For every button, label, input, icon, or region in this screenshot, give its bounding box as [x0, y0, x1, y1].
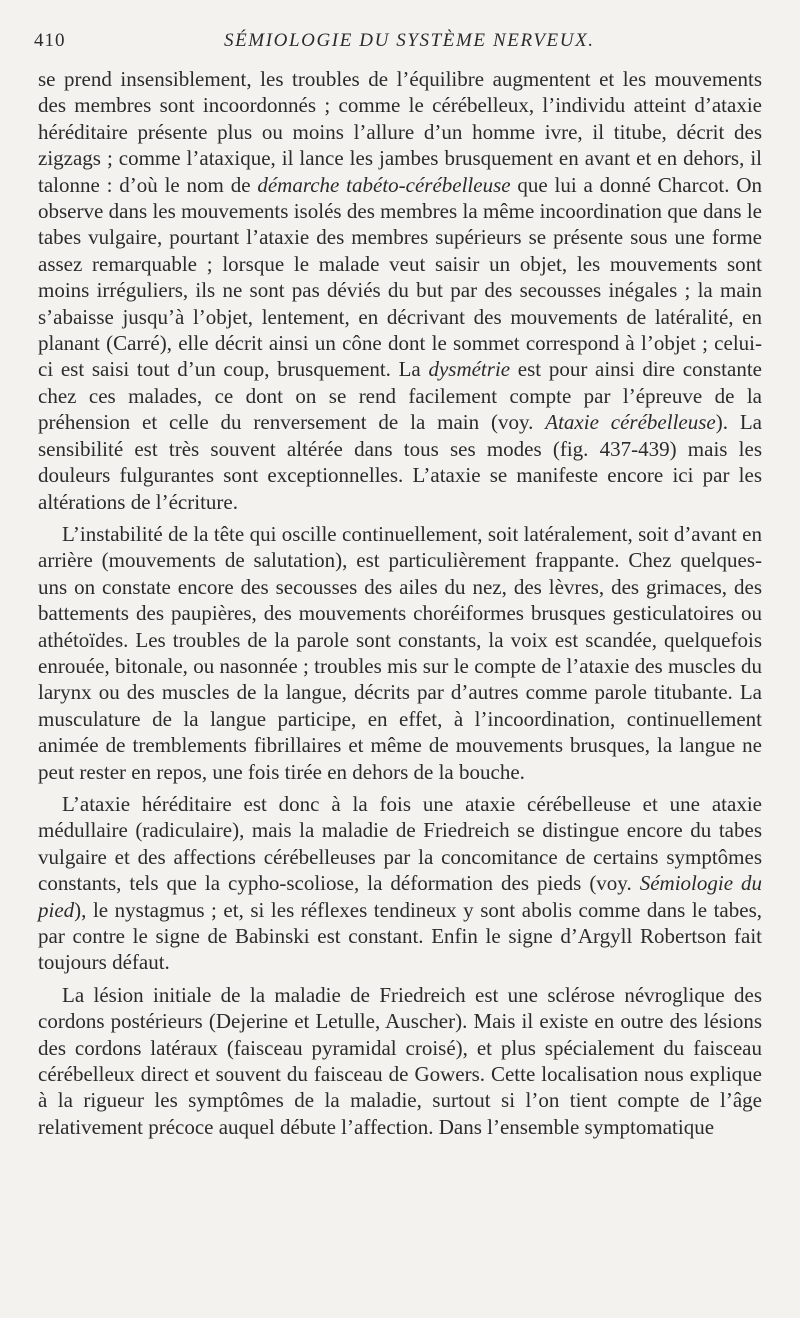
paragraph-4: La lésion initiale de la maladie de Friedreich est une sclérose névroglique des cordons postérieurs (Dejerine et Letulle, Auscher). Mais il existe en outre des lésions des cordons latéraux (faisceau pyramidal croisé), et plus spécialement du faisceau cérébelleux direct et souvent du faisceau de Gowers. Cette localisation nous explique à la rigueur les symptômes de la maladie, surtout si l’on tient compte de l’âge relativement précoce auquel débute l’affection. Dans l’ensemble symptomatique [38, 982, 762, 1139]
italic-term-dysmetrie: dysmétrie [428, 357, 511, 382]
paragraph-1-text-b: que lui a donné Charcot. On observe dans les mouvements isolés des membres la même incoordination que dans le tabes vulgaire, pourtant l’ataxie des membres supérieurs se présente sous une forme assez remarquable ; lorsque le malade veut saisir un objet, les mouvements sont moins irréguliers, ils ne sont pas déviés du but par des secousses inégales ; la main s’abaisse jusqu’à l’objet, lentement, en décrivant des mouvements de latéralité, en planant (Carré), elle décrit ainsi un cône dont le sommet correspond à l’objet ; celui-ci est saisi tout d’un coup, brusquement. La [38, 172, 762, 382]
page-number: 410 [34, 30, 66, 51]
paragraph-1-text-c: est pour ainsi dire constante chez ces malades, ce dont on se rend facilement compte par l’épreuve de la préhension et celle du renversement de la main (voy. [38, 357, 762, 435]
italic-term-semiologie-du-pied: Sémiologie du pied [38, 871, 763, 922]
paragraph-3 [38, 791, 762, 976]
paragraph-1-text-d: ). La sensibilité est très souvent altérée dans tous ses modes (fig. 437-439) mais les douleurs fulgurantes sont exceptionnelles. L’ataxie se manifeste encore ici par les altérations de l’écriture. [38, 410, 762, 514]
paragraph-2: L’instabilité de la tête qui oscille continuellement, soit latéralement, soit d’avant en arrière (mouvements de salutation), est particulièrement frappante. Chez quelques-uns on constate encore des secousses des ailes du nez, des lèvres, des grimaces, des battements des paupières, des mouvements choréiformes brusques gesticulatoires ou athétoïdes. Les troubles de la parole sont constants, la voix est scandée, quelquefois enrouée, bitonale, ou nasonnée ; troubles mis sur le compte de l’ataxie des muscles du larynx ou des muscles de la langue, décrits par d’autres comme parole titubante. La musculature de la langue participe, en effet, à l’incoordination, continuellement animée de tremblements fibrillaires et même de mouvements brusques, la langue ne peut rester en repos, une fois tirée en dehors de la bouche. [38, 521, 762, 784]
body-text [38, 66, 762, 1140]
paragraph-1-text-a: se prend insensiblement, les troubles de l’équilibre augmentent et les mouvements des membres sont incoordonnés ; comme le cérébelleux, l’individu atteint d’ataxie héréditaire présente plus ou moins l’allure d’un homme ivre, il titube, décrit des zigzags ; comme l’ataxique, il lance les jambes brusquement en avant et en dehors, il talonne : d’où le nom de [38, 67, 762, 197]
italic-term-demarche: démarche tabéto-cérébelleuse [257, 172, 511, 197]
paragraph-1 [38, 66, 762, 515]
running-title: SÉMIOLOGIE DU SYSTÈME NERVEUX. [224, 30, 595, 51]
paragraph-3-text-a: L’ataxie héréditaire est donc à la fois une ataxie cérébelleuse et une ataxie médullaire (radiculaire), mais la maladie de Friedreich se distingue encore du tabes vulgaire et des affections cérébelleuses par la concomitance de certains symptômes constants, tels que la cypho-scoliose, la déformation des pieds (voy. [38, 791, 762, 896]
paragraph-3-text-b: ), le nystagmus ; et, si les réflexes tendineux y sont abolis comme dans le tabes, par contre le signe de Babinski est constant. Enfin le signe d’Argyll Robertson fait toujours défaut. [38, 897, 762, 975]
italic-term-ataxie-cerebelleuse: Ataxie cérébelleuse [545, 410, 716, 435]
page-header [34, 30, 760, 58]
